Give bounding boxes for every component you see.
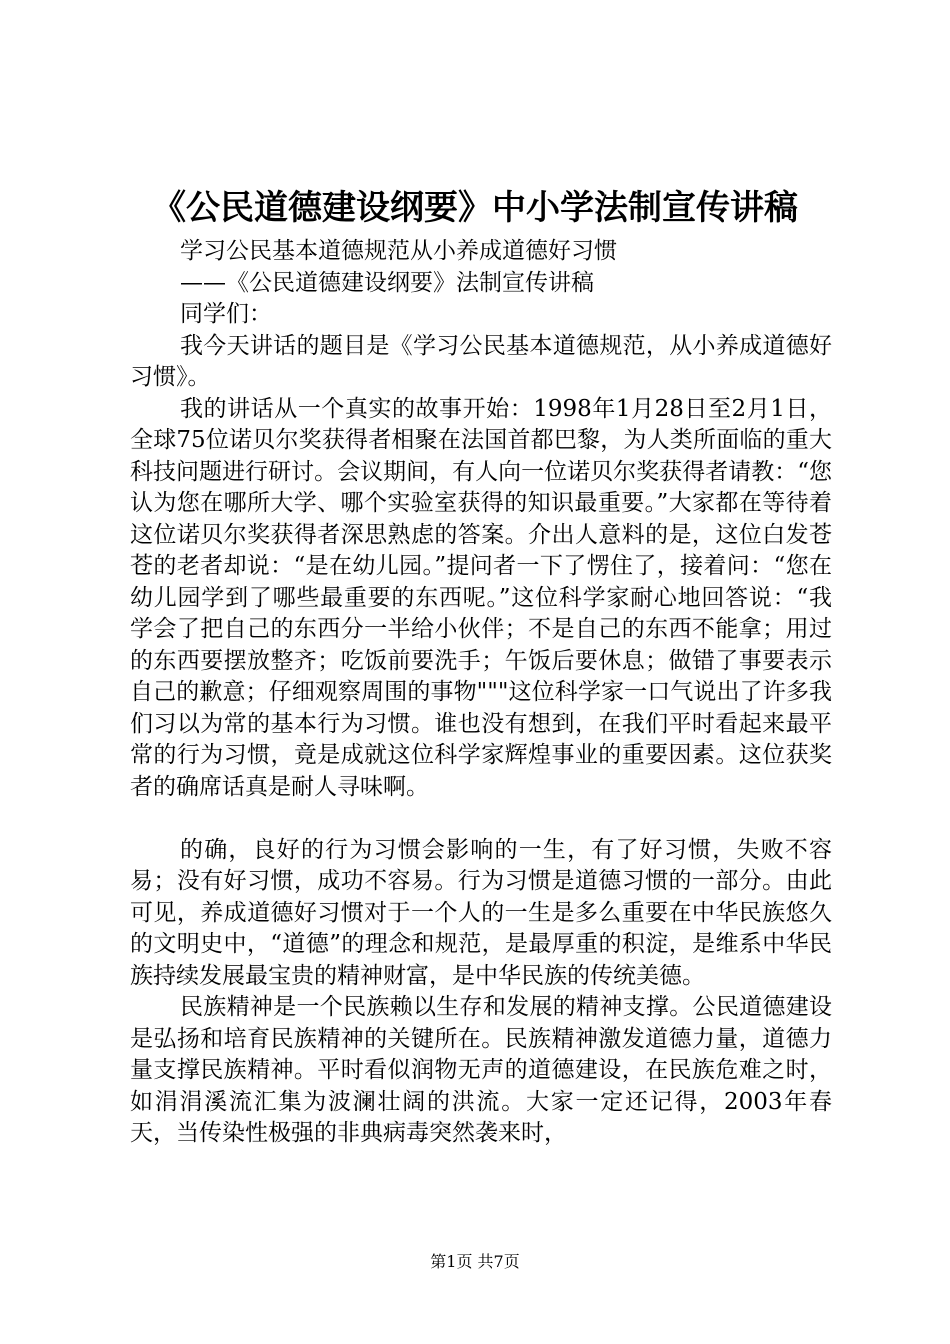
- page-number: 第1页 共7页: [430, 1252, 520, 1271]
- greeting: 同学们：: [180, 301, 272, 327]
- paragraph: 的确，良好的行为习惯会影响的一生，有了好习惯，失败不容易；没有好习惯，成功不容易。行为习惯是道德习惯的一部分。由此可见，养成道德好习惯对于一个人的一生是多么重要在中华民族悠久的文明史中，“道德”的理念和规范，是最厚重的积淀，是维系中华民族持续发展最宝贵的精神财富，是中华民族的传统美德。: [130, 836, 832, 989]
- paragraph-gap: [130, 803, 832, 835]
- paragraph: 民族精神是一个民族赖以生存和发展的精神支撑。公民道德建设是弘扬和培育民族精神的关键所在。民族精神激发道德力量，道德力量支撑民族精神。平时看似润物无声的道德建设，在民族危难之时，如涓涓溪流汇集为波澜壮阔的洪流。大家一定还记得，2003年春天，当传染性极强的非典病毒突然袭来时，: [130, 994, 832, 1146]
- document-title: 《公民道德建设纲要》中小学法制宣传讲稿: [152, 188, 798, 228]
- document-body: [130, 236, 832, 1150]
- paragraph: 我今天讲话的题目是《学习公民基本道德规范，从小养成道德好习惯》。: [130, 332, 832, 390]
- subtitle-line-1: 学习公民基本道德规范从小养成道德好习惯: [180, 238, 617, 264]
- paragraph: 我的讲话从一个真实的故事开始：1998年1月28日至2月1日，全球75位诺贝尔奖获得者相聚在法国首都巴黎，为人类所面临的重大科技问题进行研讨。会议期间，有人向一位诺贝尔奖获得者请教：“您认为您在哪所大学、哪个实验室获得的知识最重要。”大家都在等待着这位诺贝尔奖获得者深思熟虑的答案。介出人意料的是，这位白发苍苍的老者却说：“是在幼儿园。”提问者一下了愣住了，接着问：“您在幼儿园学到了哪些最重要的东西呢。”这位科学家耐心地回答说：“我学会了把自己的东西分一半给小伙伴；不是自己的东西不能拿；用过的东西要摆放整齐；吃饭前要洗手；午饭后要休息；做错了事要表示自己的歉意；仔细观察周围的事物"""这位科学家一口气说出了许多我们习以为常的基本行为习惯。谁也没有想到，在我们平时看起来最平常的行为习惯，竟是成就这位科学家辉煌事业的重要因素。这位获奖者的确席话真是耐人寻味啊。: [130, 395, 832, 800]
- subtitle-line-2: ——《公民道德建设纲要》法制宣传讲稿: [180, 269, 594, 296]
